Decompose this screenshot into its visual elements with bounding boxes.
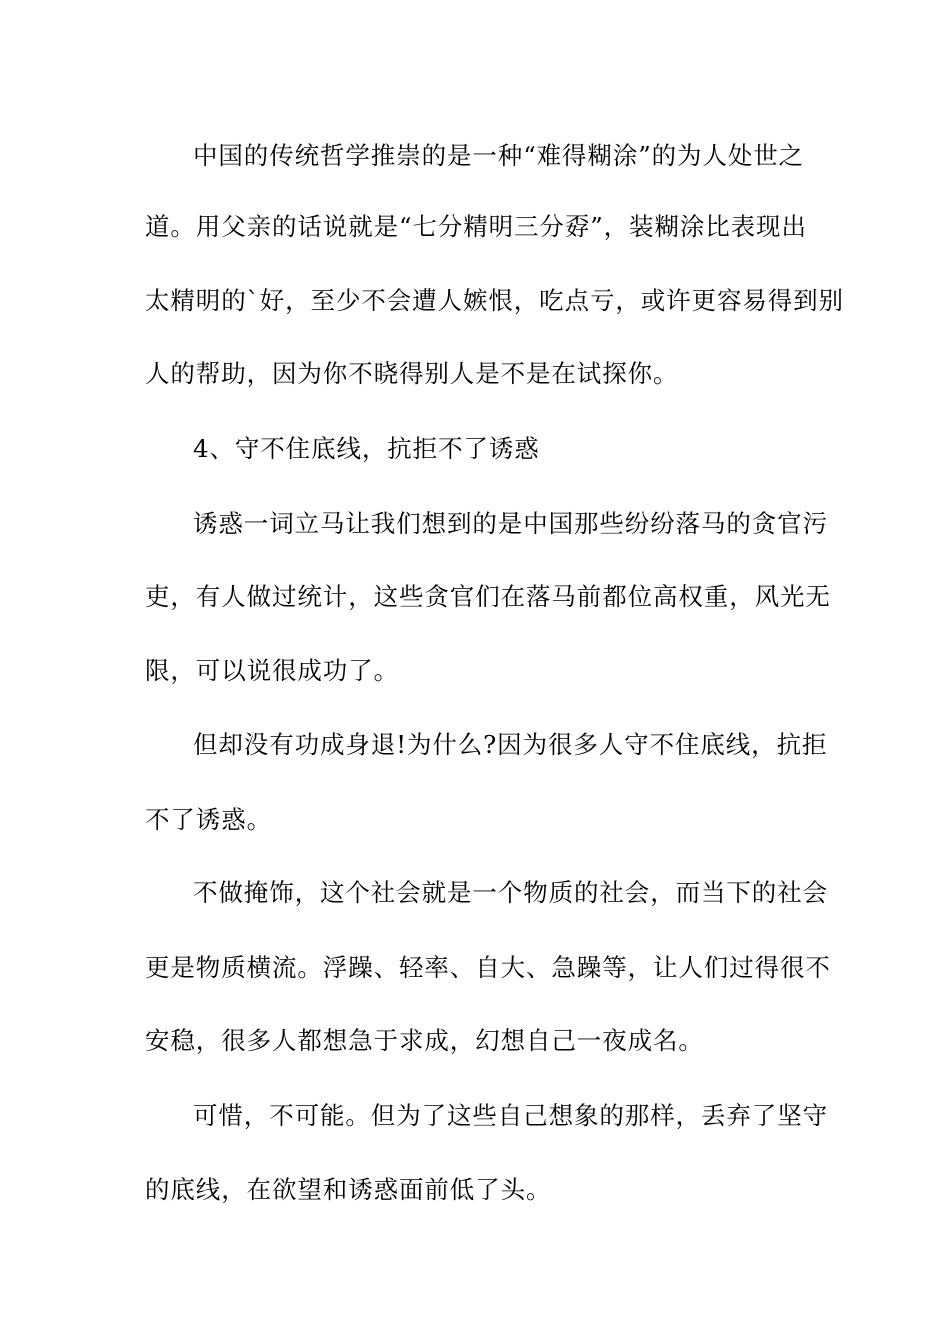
paragraph-line: 中国的传统哲学推崇的是一种“难得糊涂”的为人处世之 xyxy=(193,141,805,170)
paragraph-line: 更是物质横流。浮躁、轻率、自大、急躁等，让人们过得很不 xyxy=(145,953,831,982)
paragraph-line: 限，可以说很成功了。 xyxy=(145,656,399,685)
paragraph-line: 的底线，在欲望和诱惑面前低了头。 xyxy=(145,1175,552,1204)
paragraph-line: 安稳，很多人都想急于求成，幻想自己一夜成名。 xyxy=(145,1026,704,1055)
paragraph-line: 吏，有人做过统计，这些贪官们在落马前都位高权重，风光无 xyxy=(145,582,831,611)
paragraph-line: 道。用父亲的话说就是“七分精明三分孬”，装糊涂比表现出 xyxy=(145,212,807,241)
paragraph-line: 不了诱惑。 xyxy=(145,805,272,834)
paragraph-line: 但却没有功成身退!为什么?因为很多人守不住底线，抗拒 xyxy=(193,730,828,759)
section-heading: 4、守不住底线，抗拒不了诱惑 xyxy=(193,434,540,463)
paragraph-line: 可惜，不可能。但为了这些自己想象的那样，丢弃了坚守 xyxy=(193,1101,828,1130)
paragraph-line: 人的帮助，因为你不晓得别人是不是在试探你。 xyxy=(145,359,679,388)
paragraph-line: 诱惑一词立马让我们想到的是中国那些纷纷落马的贪官污 xyxy=(193,509,828,538)
paragraph-line: 太精明的`好，至少不会遭人嫉恨，吃点亏，或许更容易得到别 xyxy=(145,286,844,315)
paragraph-line: 不做掩饰，这个社会就是一个物质的社会，而当下的社会 xyxy=(193,878,828,907)
